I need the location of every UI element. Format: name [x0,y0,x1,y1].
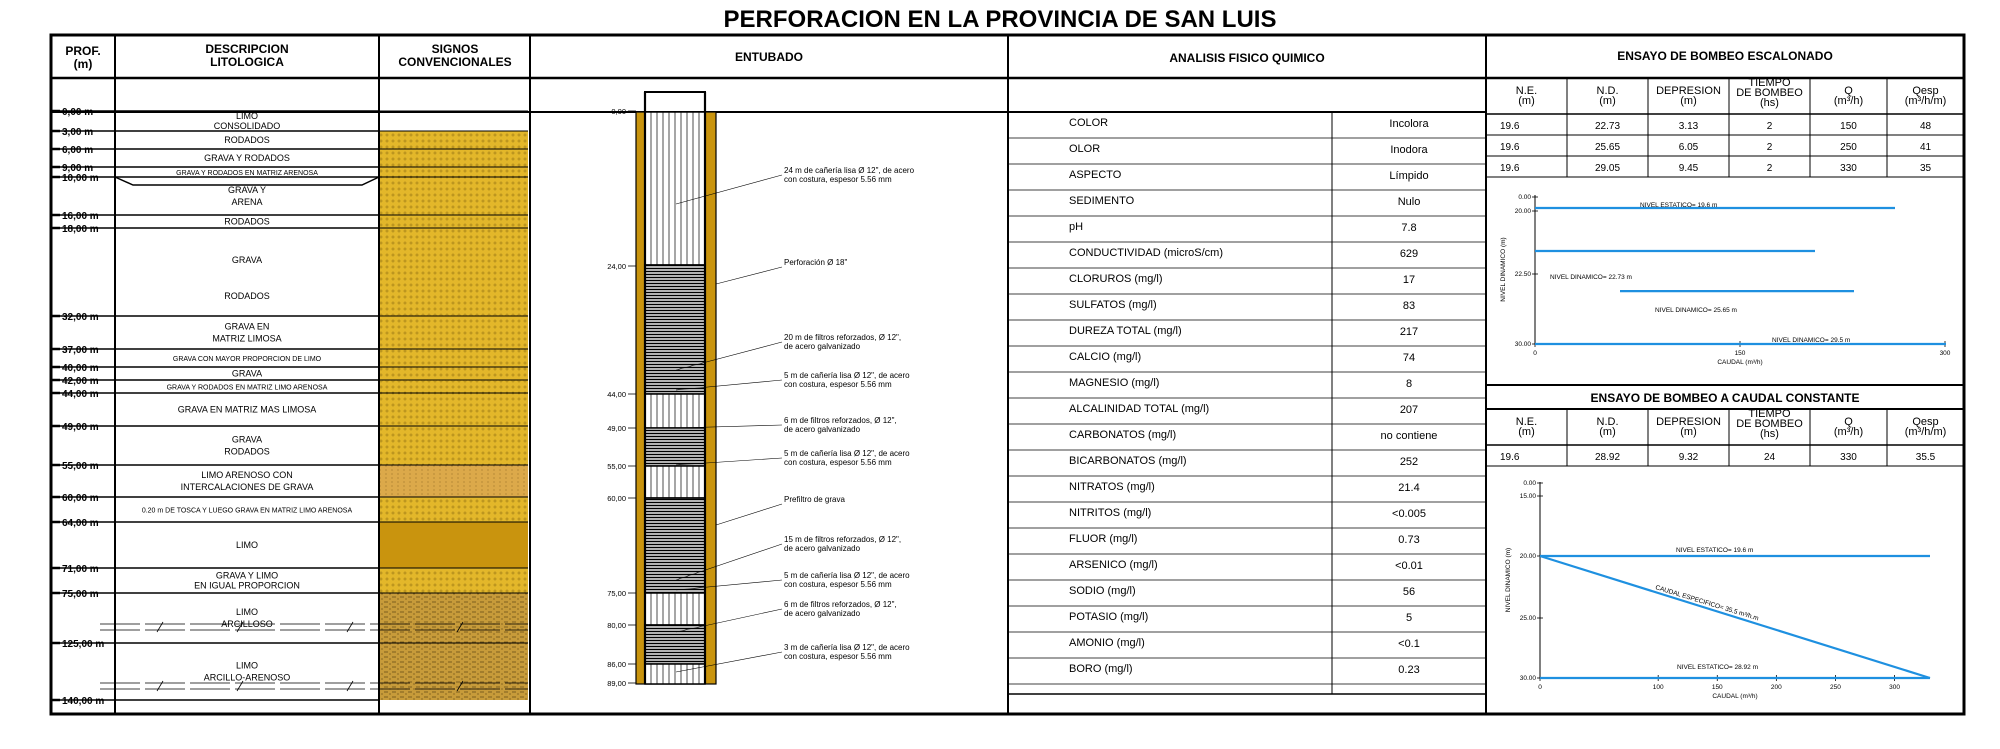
lithology-symbol [380,228,528,316]
analysis-value: 217 [1399,326,1419,338]
casing-depth-label: 0,00 [611,107,626,116]
level-annotation: NIVEL ESTATICO= 19.6 m [1640,202,1718,209]
pump-header: N.D. [1596,416,1619,428]
depth-label: 42,00 m [62,376,99,387]
pump-header: Qesp [1912,85,1939,97]
depth-label: 3,00 m [62,127,94,138]
pump-value: 19.6 [1500,142,1520,153]
depth-label: 10,00 m [62,173,99,184]
casing-annotation: 5 m de cañería lisa Ø 12", de acero [784,371,910,380]
casing-depth-label: 60,00 [607,494,626,503]
pump-header: (m) [1518,95,1535,107]
level-annotation: NIVEL DINAMICO= 29.5 m [1772,337,1851,344]
depth-label: 9,00 m [62,163,94,174]
pump-chart-2 [1505,480,1930,700]
analysis-value: 207 [1399,404,1419,416]
pump-header: DE BOMBEO [1736,87,1803,99]
analysis-value: <0.1 [1398,638,1420,650]
analysis-parameter: SEDIMENTO [1069,195,1135,207]
analysis-value: 252 [1399,456,1419,468]
lithology-label: GRAVA Y RODADOS [204,153,290,163]
pump-value: 22.73 [1594,121,1621,132]
pump-value: 19.6 [1500,163,1520,174]
level-annotation: CAUDAL ESPECIFICO= 35.5 m³/h.m [1654,584,1760,623]
header-signos: SIGNOS CONVENCIONALES [398,42,512,69]
pump-header: (hs) [1760,428,1779,440]
pump-header: N.E. [1515,416,1538,428]
pump-value: 330 [1840,163,1857,174]
depth-label: 18,00 m [62,224,99,235]
pump-value: 9.45 [1678,163,1699,174]
lithology-label: LIMO [235,111,259,121]
pump-header: TIEMPO [1748,408,1791,420]
blank-pipe [645,593,705,625]
casing-annotation: Prefiltro de grava [784,495,845,504]
analysis-parameter: BICARBONATOS (mg/l) [1069,455,1187,467]
lithology-symbol [380,177,528,215]
casing-annotation: con costura, espesor 5.56 mm [784,580,892,589]
filter-screen [645,625,705,664]
filter-screen [645,498,705,593]
lithology-label: LIMO [235,540,259,550]
casing-depth-label: 80,00 [607,621,626,630]
lithology-label: GRAVA Y RODADOS EN MATRIZ ARENOSA [176,170,318,177]
depth-label: 0,00 m [62,107,94,118]
y-axis-label: NIVEL DINAMICO (m) [1505,547,1512,613]
casing-annotation: con costura, espesor 5.56 mm [784,175,892,184]
analysis-parameter: DUREZA TOTAL (mg/l) [1069,325,1182,337]
pump-value: 29.05 [1594,163,1621,174]
lithology-label: LIMO [235,607,259,617]
lithology-label: GRAVA [231,255,263,265]
header-prof: PROF. (m) [65,44,101,71]
page-title: PERFORACION EN LA PROVINCIA DE SAN LUIS [723,6,1277,33]
casing-annotation: 6 m de filtros reforzados, Ø 12", [784,416,897,425]
pump-value: 19.6 [1500,121,1520,132]
y-tick-label: 20.00 [1519,553,1536,560]
casing-annotation: 6 m de filtros reforzados, Ø 12", [784,600,897,609]
casing-depth-label: 86,00 [607,660,626,669]
analysis-value: 83 [1402,300,1416,312]
analysis-value: 0.23 [1398,664,1420,676]
depth-label: 140,00 m [62,696,105,707]
lithology-label: RODADOS [224,216,270,227]
layer-boundary [115,177,379,185]
casing-depth-label: 49,00 [607,424,626,433]
analysis-value: 0.73 [1398,534,1420,546]
pump-header: DEPRESION [1656,416,1721,428]
scale-break-mark [237,681,243,691]
lithology-symbol [380,380,528,393]
header-analisis: ANALISIS FISICO QUIMICO [1169,51,1325,65]
casing-annotation: de acero galvanizado [784,342,861,351]
blank-pipe [645,112,705,265]
lithology-symbol [380,316,528,349]
casing-depth-label: 44,00 [607,390,626,399]
lithology-label: EN IGUAL PROPORCION [194,580,300,591]
analysis-parameter: NITRITOS (mg/l) [1069,507,1152,519]
x-tick-label: 300 [1889,684,1900,691]
lithology-label: GRAVA Y RODADOS EN MATRIZ LIMO ARENOSA [166,384,328,392]
analysis-value: Incolora [1389,118,1429,130]
analysis-value: <0.005 [1392,508,1426,520]
pump-header: TIEMPO [1748,77,1791,89]
scale-break-mark [157,622,163,632]
x-tick-label: 150 [1734,350,1746,357]
lithology-label: ARCILLOSO [221,619,273,629]
analysis-parameter: AMONIO (mg/l) [1069,637,1145,649]
analysis-value: Inodora [1390,144,1428,156]
filter-screen [645,265,705,394]
analysis-value: Nulo [1397,196,1421,208]
pump-value: 19.6 [1500,452,1520,463]
lithology-label: INTERCALACIONES DE GRAVA [180,482,314,492]
depth-label: 125,00 m [62,639,105,650]
lithology-symbol [380,167,528,177]
y-tick-label: 30.00 [1519,675,1536,682]
filter-screen [645,428,705,466]
casing-annotation: de acero galvanizado [784,609,861,618]
pump-chart-1 [1500,194,1951,366]
lithology-label: MATRIZ LIMOSA [212,333,282,344]
blank-pipe [645,466,705,498]
blank-pipe [645,394,705,428]
pump-header: N.D. [1596,85,1619,97]
analysis-parameter: SULFATOS (mg/l) [1069,299,1157,311]
scale-break-mark [157,681,163,691]
analysis-value: <0.01 [1395,560,1423,572]
analysis-value: 5 [1405,612,1413,624]
casing-depth-label: 55,00 [607,462,626,471]
scale-break-mark [347,622,353,632]
depth-label: 44,00 m [62,389,99,400]
level-annotation: NIVEL ESTATICO= 28.92 m [1677,664,1758,671]
scale-break-mark [347,681,353,691]
analysis-value: 8 [1405,378,1413,390]
casing-depth-label: 75,00 [607,589,626,598]
header-caudal-constante: ENSAYO DE BOMBEO A CAUDAL CONSTANTE [1590,391,1860,405]
lithology-symbol [380,215,528,228]
lithology-symbol [380,367,528,380]
blank-pipe [645,664,705,684]
annotation-leader [716,267,782,284]
y-tick-label: 20.00 [1514,208,1531,215]
pump-header: Q [1844,85,1853,97]
depth-label: 71,00 m [62,564,99,575]
lithology-symbol [380,393,528,426]
pump-value: 2 [1766,142,1773,153]
pump-value: 250 [1840,142,1857,153]
pump-value: 24 [1763,452,1776,463]
analysis-parameter: CALCIO (mg/l) [1069,351,1142,363]
pump-header: DEPRESION [1656,85,1721,97]
y-tick-label: 22.50 [1514,271,1531,278]
analysis-parameter: pH [1069,221,1084,233]
lithology-label: GRAVA EN MATRIZ MAS LIMOSA [177,404,317,415]
lithology-label: ARENA [231,197,263,207]
depth-label: 37,00 m [62,345,99,356]
analysis-value: 56 [1402,586,1416,598]
pump-value: 9.32 [1678,452,1699,463]
pump-value: 150 [1840,121,1857,132]
lithology-label: RODADOS [224,291,270,301]
x-tick-label: 0 [1538,684,1542,691]
y-tick-label: 25.00 [1519,615,1536,622]
level-annotation: NIVEL DINAMICO= 22.73 m [1550,274,1632,281]
lithology-label: LIMO [235,660,259,671]
y-tick-label: 0.00 [1523,480,1536,487]
y-tick-label: 0.00 [1518,194,1531,201]
pump-value: 28.92 [1594,452,1621,463]
casing-top [645,92,705,112]
lithology-symbol [380,349,528,367]
analysis-parameter: CONDUCTIVIDAD (microS/cm) [1069,247,1223,259]
depth-label: 75,00 m [62,589,99,600]
casing-annotation: con costura, espesor 5.56 mm [784,380,892,389]
lithology-label: GRAVA Y LIMO [215,570,279,581]
y-tick-label: 30.00 [1514,341,1531,348]
lithology-symbol [380,497,528,522]
pump-value: 2 [1766,163,1773,174]
pump-header: (m) [1680,95,1697,107]
pump-header: (m³/h/m) [1904,426,1947,438]
analysis-parameter: ASPECTO [1069,169,1122,181]
analysis-value: no contiene [1380,430,1438,442]
lithology-label: GRAVA CON MAYOR PROPORCION DE LIMO [172,356,322,363]
pump-tests [1486,77,1964,700]
y-tick-label: 15.00 [1519,493,1536,500]
analysis-value: 21.4 [1398,482,1420,494]
lithology-symbol [380,593,528,643]
casing-annotation: 24 m de cañería lisa Ø 12", de acero [784,166,915,175]
pump-header: (m³/h/m) [1904,95,1947,107]
analysis-parameter: MAGNESIO (mg/l) [1069,377,1160,389]
header-entubado: ENTUBADO [735,50,803,64]
casing-depth-label: 89,00 [607,679,626,688]
lithology-log [51,107,528,707]
analysis-table [1008,112,1486,694]
analysis-parameter: ARSENICO (mg/l) [1069,559,1158,571]
depth-label: 40,00 m [62,363,99,374]
analysis-value: 17 [1402,274,1416,286]
lithology-label: GRAVA Y [227,185,267,195]
depth-label: 64,00 m [62,518,99,529]
lithology-label: ARCILLO-ARENOSO [203,672,291,683]
depth-label: 6,00 m [62,145,94,156]
level-annotation: NIVEL ESTATICO= 19.6 m [1676,547,1754,554]
analysis-parameter: CARBONATOS (mg/l) [1069,429,1177,441]
depth-label: 16,00 m [62,211,99,222]
casing-diagram [607,92,914,688]
depth-label: 49,00 m [62,422,99,433]
x-tick-label: 200 [1770,684,1782,691]
casing-depth-label: 24,00 [607,262,626,271]
depth-label: 32,00 m [62,312,99,323]
analysis-parameter: CLORUROS (mg/l) [1069,273,1163,285]
lithology-symbol [380,131,528,149]
x-tick-label: 300 [1939,350,1951,357]
pump-header: (hs) [1760,97,1779,109]
casing-annotation: con costura, espesor 5.56 mm [784,458,892,467]
lithology-symbol [380,643,528,700]
pump-header: (m³/h) [1833,426,1864,438]
pump-value: 25.65 [1594,142,1621,153]
analysis-value: 7.8 [1401,222,1417,234]
level-annotation: NIVEL DINAMICO= 25.65 m [1655,307,1737,314]
pump-value: 6.05 [1678,142,1699,153]
x-tick-label: 250 [1830,684,1841,691]
pump-header: Qesp [1912,416,1939,428]
lithology-symbol [380,149,528,167]
pump-header: (m) [1518,426,1535,438]
analysis-parameter: FLUOR (mg/l) [1069,533,1138,545]
pump-value: 330 [1840,452,1857,463]
casing-annotation: 20 m de filtros reforzados, Ø 12", [784,333,902,342]
depth-label: 55,00 m [62,461,99,472]
pump-header: DE BOMBEO [1736,418,1803,430]
pump-value: 3.13 [1678,121,1699,132]
lithology-label: GRAVA [231,434,263,445]
lithology-label: GRAVA EN [224,321,270,332]
lithology-label: RODADOS [224,135,270,145]
lithology-symbol [380,426,528,465]
casing-annotation: de acero galvanizado [784,425,861,434]
depth-label: 60,00 m [62,493,99,504]
analysis-parameter: ALCALINIDAD TOTAL (mg/l) [1069,403,1210,415]
analysis-parameter: COLOR [1069,117,1109,129]
pump-value: 48 [1919,121,1932,132]
analysis-value: Límpido [1389,170,1429,182]
x-tick-label: 100 [1652,684,1664,691]
lithology-label: LIMO ARENOSO CON [201,470,293,480]
pump-header: (m) [1599,95,1616,107]
x-axis-label: CAUDAL (m³/h) [1717,359,1763,366]
pump-value: 2 [1766,121,1773,132]
header-descripcion: DESCRIPCION LITOLOGICA [205,42,289,69]
x-tick-label: 0 [1533,350,1537,357]
casing-annotation: Perforación Ø 18" [784,258,848,267]
lithology-label: 0.20 m DE TOSCA Y LUEGO GRAVA EN MATRIZ LIMO ARENOSA [141,507,353,515]
pump-header: Q [1844,416,1853,428]
casing-annotation: 5 m de cañería lisa Ø 12", de acero [784,449,910,458]
analysis-parameter: POTASIO (mg/l) [1069,611,1149,623]
analysis-value: 629 [1399,248,1419,260]
pump-header: (m³/h) [1833,95,1864,107]
x-tick-label: 150 [1711,684,1723,691]
lithology-label: GRAVA [231,368,263,379]
annotation-leader [716,504,782,525]
casing-annotation: 15 m de filtros reforzados, Ø 12", [784,535,902,544]
analysis-value: 74 [1402,352,1416,364]
pump-value: 41 [1919,142,1932,153]
pump-header: (m) [1680,426,1697,438]
casing-annotation: de acero galvanizado [784,544,861,553]
pump-value: 35.5 [1915,452,1936,463]
pump-header: N.E. [1515,85,1538,97]
lithology-symbol [380,522,528,568]
casing-annotation: con costura, espesor 5.56 mm [784,652,892,661]
pump-value: 35 [1919,163,1932,174]
x-axis-label: CAUDAL (m³/h) [1712,693,1758,700]
pump-header: (m) [1599,426,1616,438]
lithology-label: RODADOS [224,446,270,457]
casing-annotation: 5 m de cañería lisa Ø 12", de acero [784,571,910,580]
casing-annotation: 3 m de cañería lisa Ø 12", de acero [784,643,910,652]
y-axis-label: NIVEL DINAMICO (m) [1500,237,1507,302]
lithology-symbol [380,465,528,497]
lithology-label: CONSOLIDADO [213,121,281,131]
header-bombeo-escalonado: ENSAYO DE BOMBEO ESCALONADO [1617,49,1833,63]
analysis-parameter: NITRATOS (mg/l) [1069,481,1155,493]
analysis-parameter: OLOR [1069,143,1101,155]
analysis-parameter: SODIO (mg/l) [1069,585,1136,597]
level-line [1540,556,1930,678]
lithology-symbol [380,568,528,593]
analysis-parameter: BORO (mg/l) [1069,663,1133,675]
